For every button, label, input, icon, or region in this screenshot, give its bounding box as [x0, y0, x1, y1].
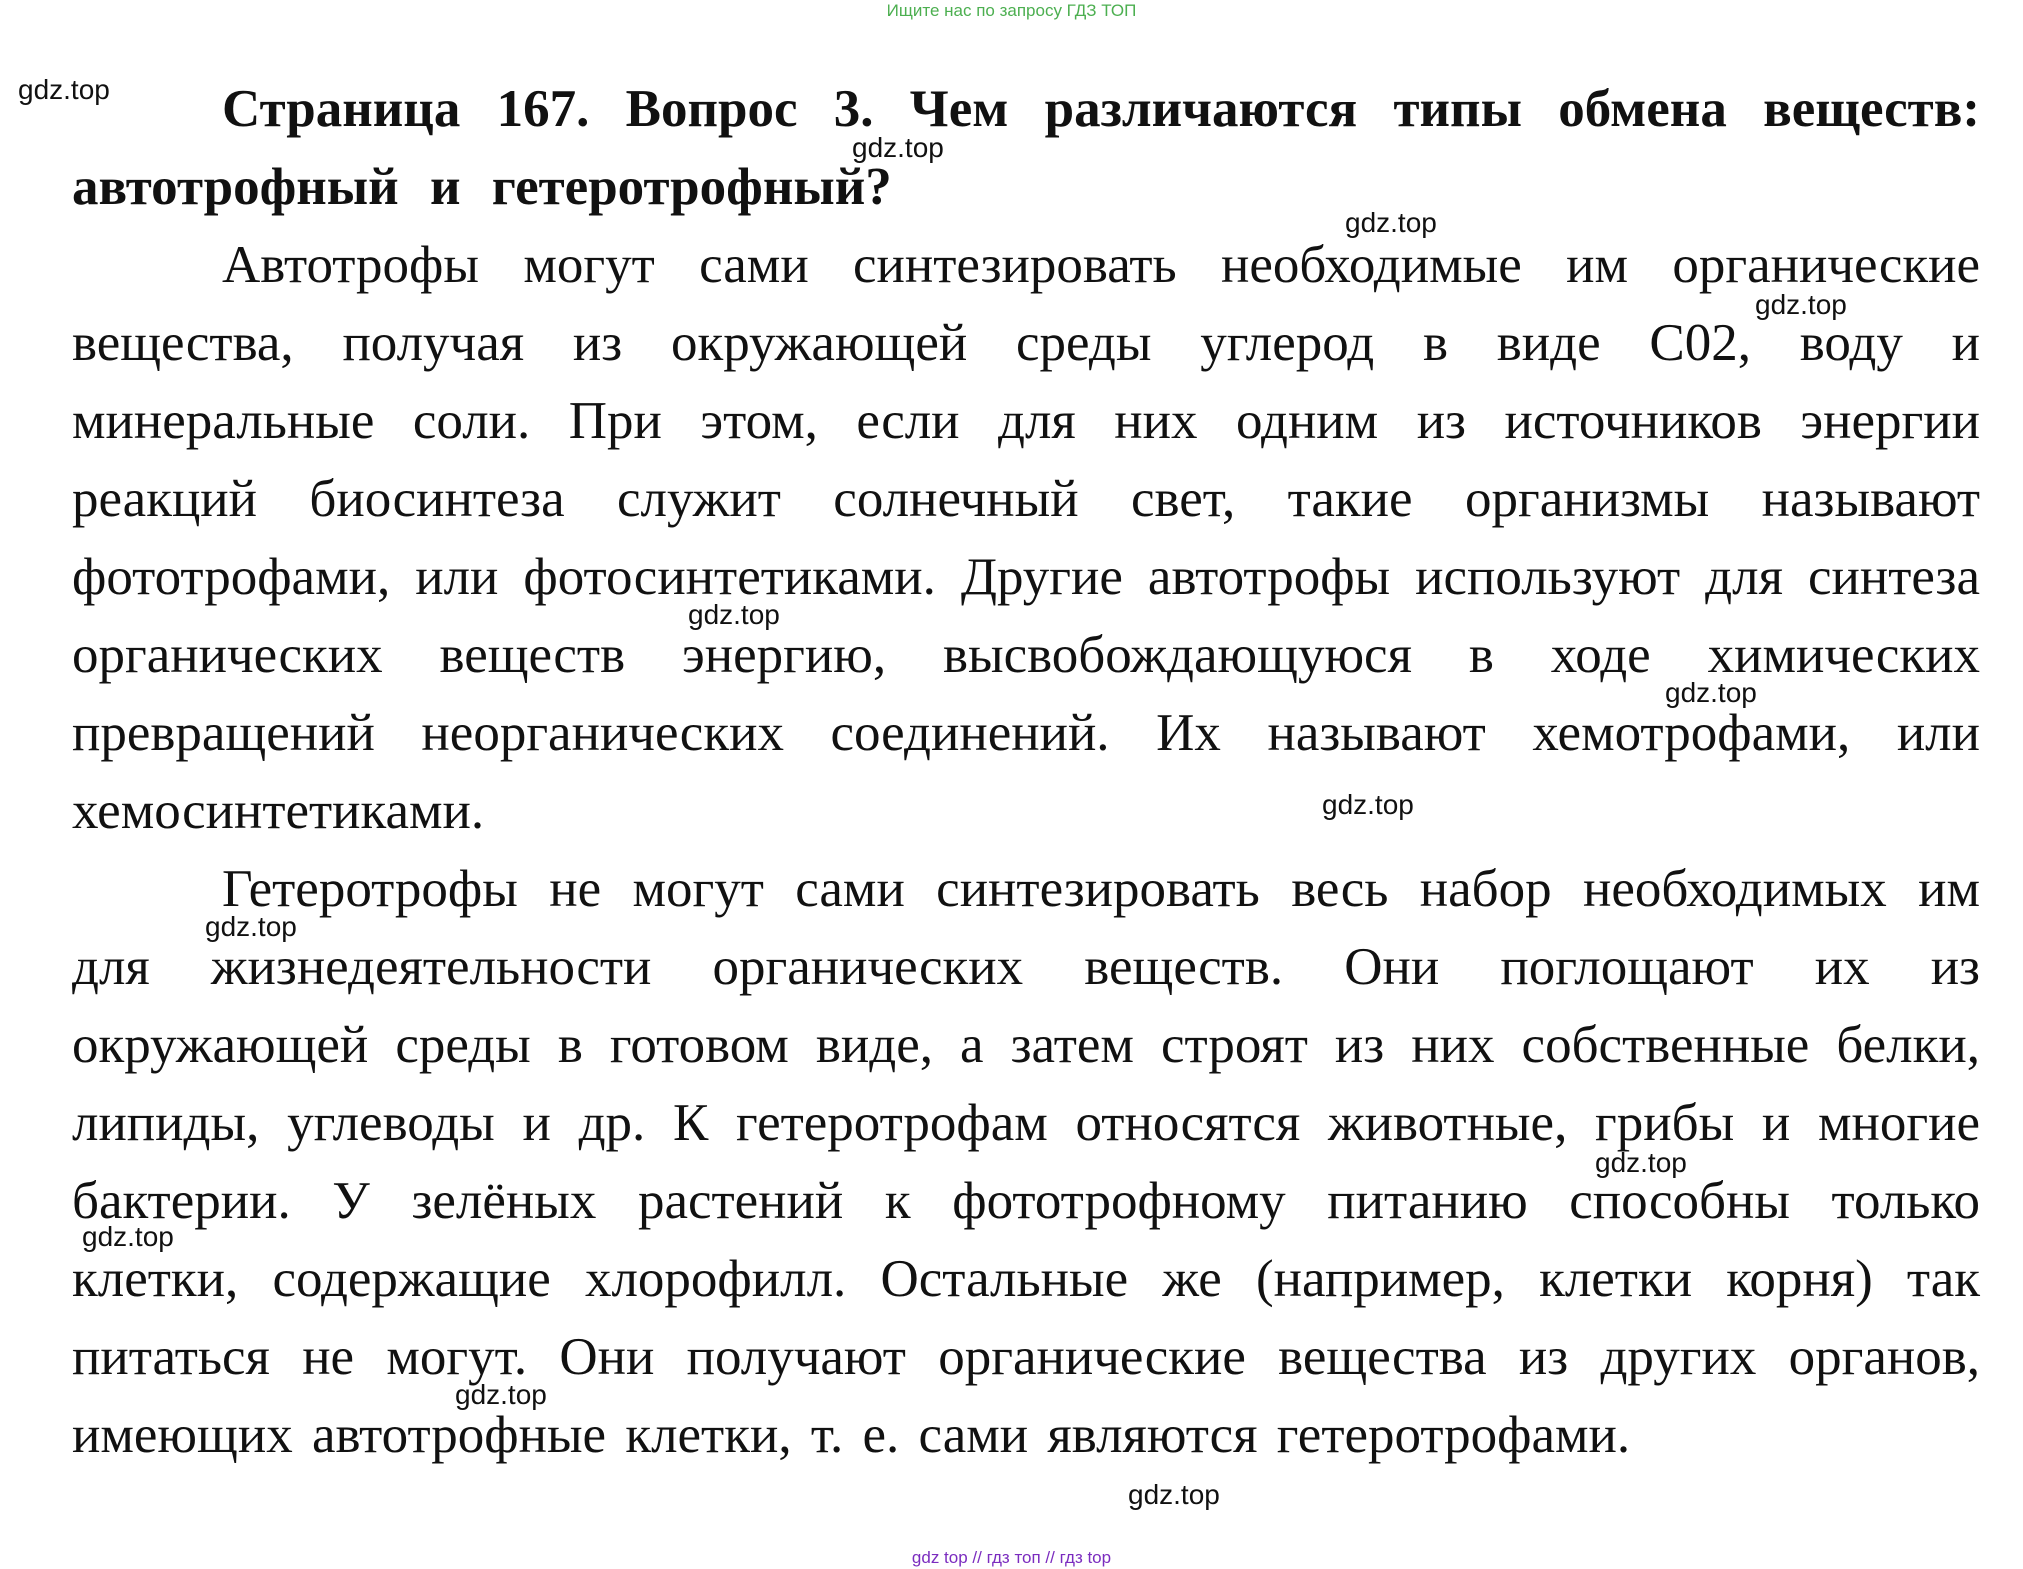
watermark: gdz.top [205, 911, 297, 942]
watermark: gdz.top [455, 1379, 547, 1410]
watermark: gdz.top [1755, 289, 1847, 320]
header-note[interactable]: Ищите нас по запросу ГДЗ ТОП [886, 1, 1137, 20]
answer-paragraph-autotrophs: Автотрофы могут сами синтезировать необходимые им органические вещества, получая из окружающей среды углерод в виде С02, воду и минеральные соли. При этом, если для них одним из источников энергии реакций биосинтеза служит солнечный свет, такие организмы называют фототрофами, или фотосинтетиками. Другие автотрофы используют для синтеза органических веществ энергию, высвобождающуюся в ходе химических превращений неорганических соединений. Их называют хемотрофами, или хемосинтетиками. [72, 236, 1980, 840]
watermark: gdz.top [82, 1221, 174, 1252]
watermark: gdz.top [1665, 677, 1757, 708]
watermark: gdz.top [1345, 207, 1437, 238]
answer-paragraph-heterotrophs: Гетеротрофы не могут сами синтезировать весь набор необходимых им для жизнедеятельности органических веществ. Они поглощают их из окружающей среды в готовом виде, а затем строят из них собственные белки, липиды, углеводы и др. К гетеротрофам относятся животные, грибы и многие бактерии. У зелёных растений к фототрофному питанию способны только клетки, содержащие хлорофилл. Остальные же (например, клетки корня) так питаться не могут. Они получают органические вещества из других органов, имеющих автотрофные клетки, т. е. сами являются гетеротрофами. [72, 860, 1980, 1464]
watermark: gdz.top [1595, 1147, 1687, 1178]
watermark: gdz.top [18, 74, 110, 105]
footer-note[interactable]: gdz top // гдз топ // гдз top [911, 1548, 1112, 1567]
document-body [72, 70, 1980, 1474]
watermark: gdz.top [1128, 1479, 1220, 1510]
watermark: gdz.top [688, 599, 780, 630]
watermark: gdz.top [852, 132, 944, 163]
question-heading: Страница 167. Вопрос 3. Чем различаются типы обмена веществ: автотрофный и гетеротрофный? [72, 80, 1980, 216]
watermark: gdz.top [1322, 789, 1414, 820]
